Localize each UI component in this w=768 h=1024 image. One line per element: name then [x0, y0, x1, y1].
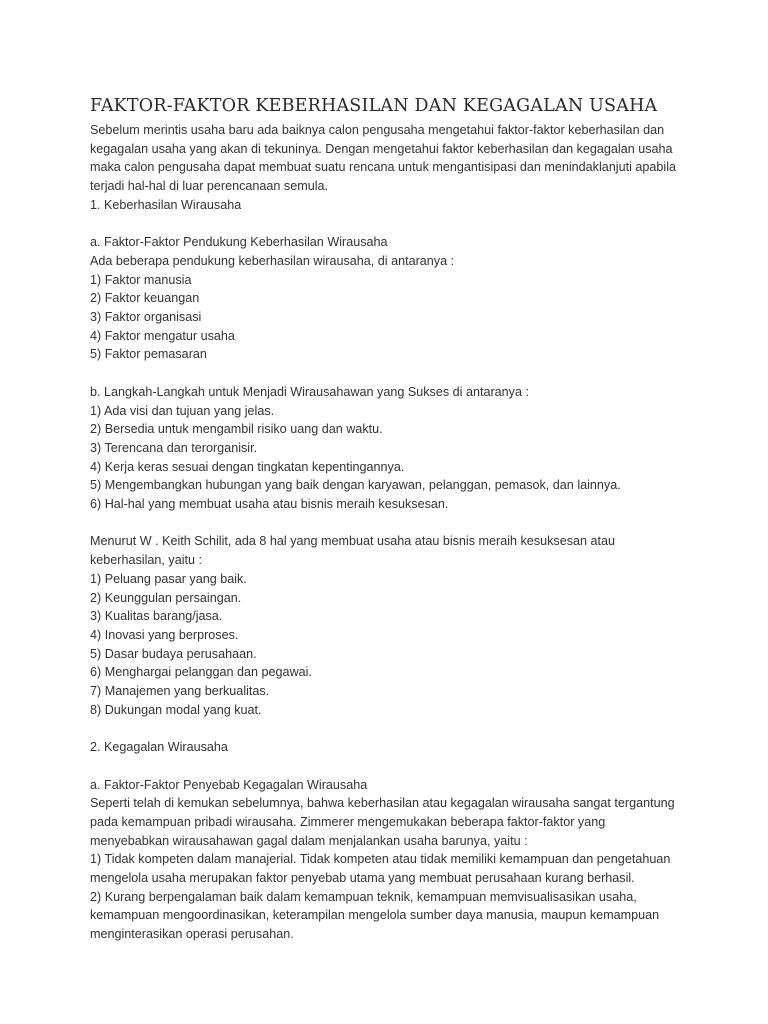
intro-line: terjadi hal-hal di luar perencanaan semula.	[90, 179, 329, 194]
list-item: 4) Kerja keras sesuai dengan tingkatan kepentingannya.	[90, 459, 405, 474]
list-item: 2) Kurang berpengalaman baik dalam kemampuan teknik, kemampuan memvisualisasikan usaha,	[90, 889, 637, 904]
intro-line: Sebelum merintis usaha baru ada baiknya calon pengusaha mengetahui faktor-faktor keberhasilan dan	[90, 123, 665, 137]
paragraph-line: keberhasilan, yaitu :	[90, 553, 203, 568]
list-item: 6) Hal-hal yang membuat usaha atau bisnis meraih kesuksesan.	[90, 497, 449, 512]
list-item: 1) Peluang pasar yang baik.	[90, 571, 247, 586]
list-item: 4) Inovasi yang berproses.	[90, 627, 239, 642]
list-item: mengelola usaha merupakan faktor penyebab utama yang membuat perusahaan kurang berhasil.	[90, 871, 635, 886]
blank-line	[90, 514, 708, 533]
document-body	[90, 121, 708, 944]
list-item: 4) Faktor mengatur usaha	[90, 328, 235, 343]
list-item: 2) Faktor keuangan	[90, 291, 200, 306]
list-item: 3) Kualitas barang/jasa.	[90, 609, 223, 624]
list-item: 3) Faktor organisasi	[90, 310, 202, 325]
subsection-heading: b. Langkah-Langkah untuk Menjadi Wirausahawan yang Sukses di antaranya :	[90, 384, 529, 399]
list-item: 5) Dasar budaya perusahaan.	[90, 646, 257, 661]
section-heading: 1. Keberhasilan Wirausaha	[90, 197, 242, 212]
blank-line	[90, 757, 708, 776]
list-item: kemampuan mengoordinasikan, keterampilan mengelola sumber daya manusia, maupun kemampuan	[90, 908, 660, 923]
subsection-heading: a. Faktor-Faktor Penyebab Kegagalan Wirausaha	[90, 777, 368, 792]
blank-line	[90, 364, 708, 383]
paragraph-line: Ada beberapa pendukung keberhasilan wirausaha, di antaranya :	[90, 253, 455, 268]
list-item: menginterasikan operasi perusahan.	[90, 927, 294, 942]
document-title: FAKTOR-FAKTOR KEBERHASILAN DAN KEGAGALAN USAHA	[90, 96, 658, 116]
list-item: 8) Dukungan modal yang kuat.	[90, 702, 262, 717]
paragraph-line: Menurut W . Keith Schilit, ada 8 hal yang membuat usaha atau bisnis meraih kesuksesan atau	[90, 534, 616, 549]
paragraph-line: menyebabkan wirausahawan gagal dalam menjalankan usaha barunya, yaitu :	[90, 833, 528, 848]
list-item: 6) Menghargai pelanggan dan pegawai.	[90, 665, 312, 680]
list-item: 1) Faktor manusia	[90, 272, 192, 287]
paragraph-line: Seperti telah di kemukan sebelumnya, bahwa keberhasilan atau kegagalan wirausaha sangat tergantung	[90, 796, 675, 811]
list-item: 1) Tidak kompeten dalam manajerial. Tidak kompeten atau tidak memiliki kemampuan dan pengetahuan	[90, 852, 671, 867]
subsection-heading: a. Faktor-Faktor Pendukung Keberhasilan Wirausaha	[90, 235, 388, 250]
intro-line: maka calon pengusaha dapat membuat suatu rencana untuk mengantisipasi dan menindaklanjuti apabila	[90, 160, 677, 175]
intro-line: kegagalan usaha yang akan di tekuninya. Dengan mengetahui faktor keberhasilan dan kegagalan usaha	[90, 141, 673, 156]
list-item: 7) Manajemen yang berkualitas.	[90, 684, 270, 699]
list-item: 2) Bersedia untuk mengambil risiko uang dan waktu.	[90, 422, 383, 437]
section-heading: 2. Kegagalan Wirausaha	[90, 740, 228, 755]
blank-line	[90, 215, 708, 234]
paragraph-line: pada kemampuan pribadi wirausaha. Zimmerer mengemukakan beberapa faktor-faktor yang	[90, 814, 606, 829]
list-item: 3) Terencana dan terorganisir.	[90, 440, 258, 455]
list-item: 2) Keunggulan persaingan.	[90, 590, 242, 605]
list-item: 5) Faktor pemasaran	[90, 347, 207, 362]
list-item: 1) Ada visi dan tujuan yang jelas.	[90, 403, 275, 418]
blank-line	[90, 719, 708, 738]
list-item: 5) Mengembangkan hubungan yang baik dengan karyawan, pelanggan, pemasok, dan lainnya.	[90, 478, 621, 493]
